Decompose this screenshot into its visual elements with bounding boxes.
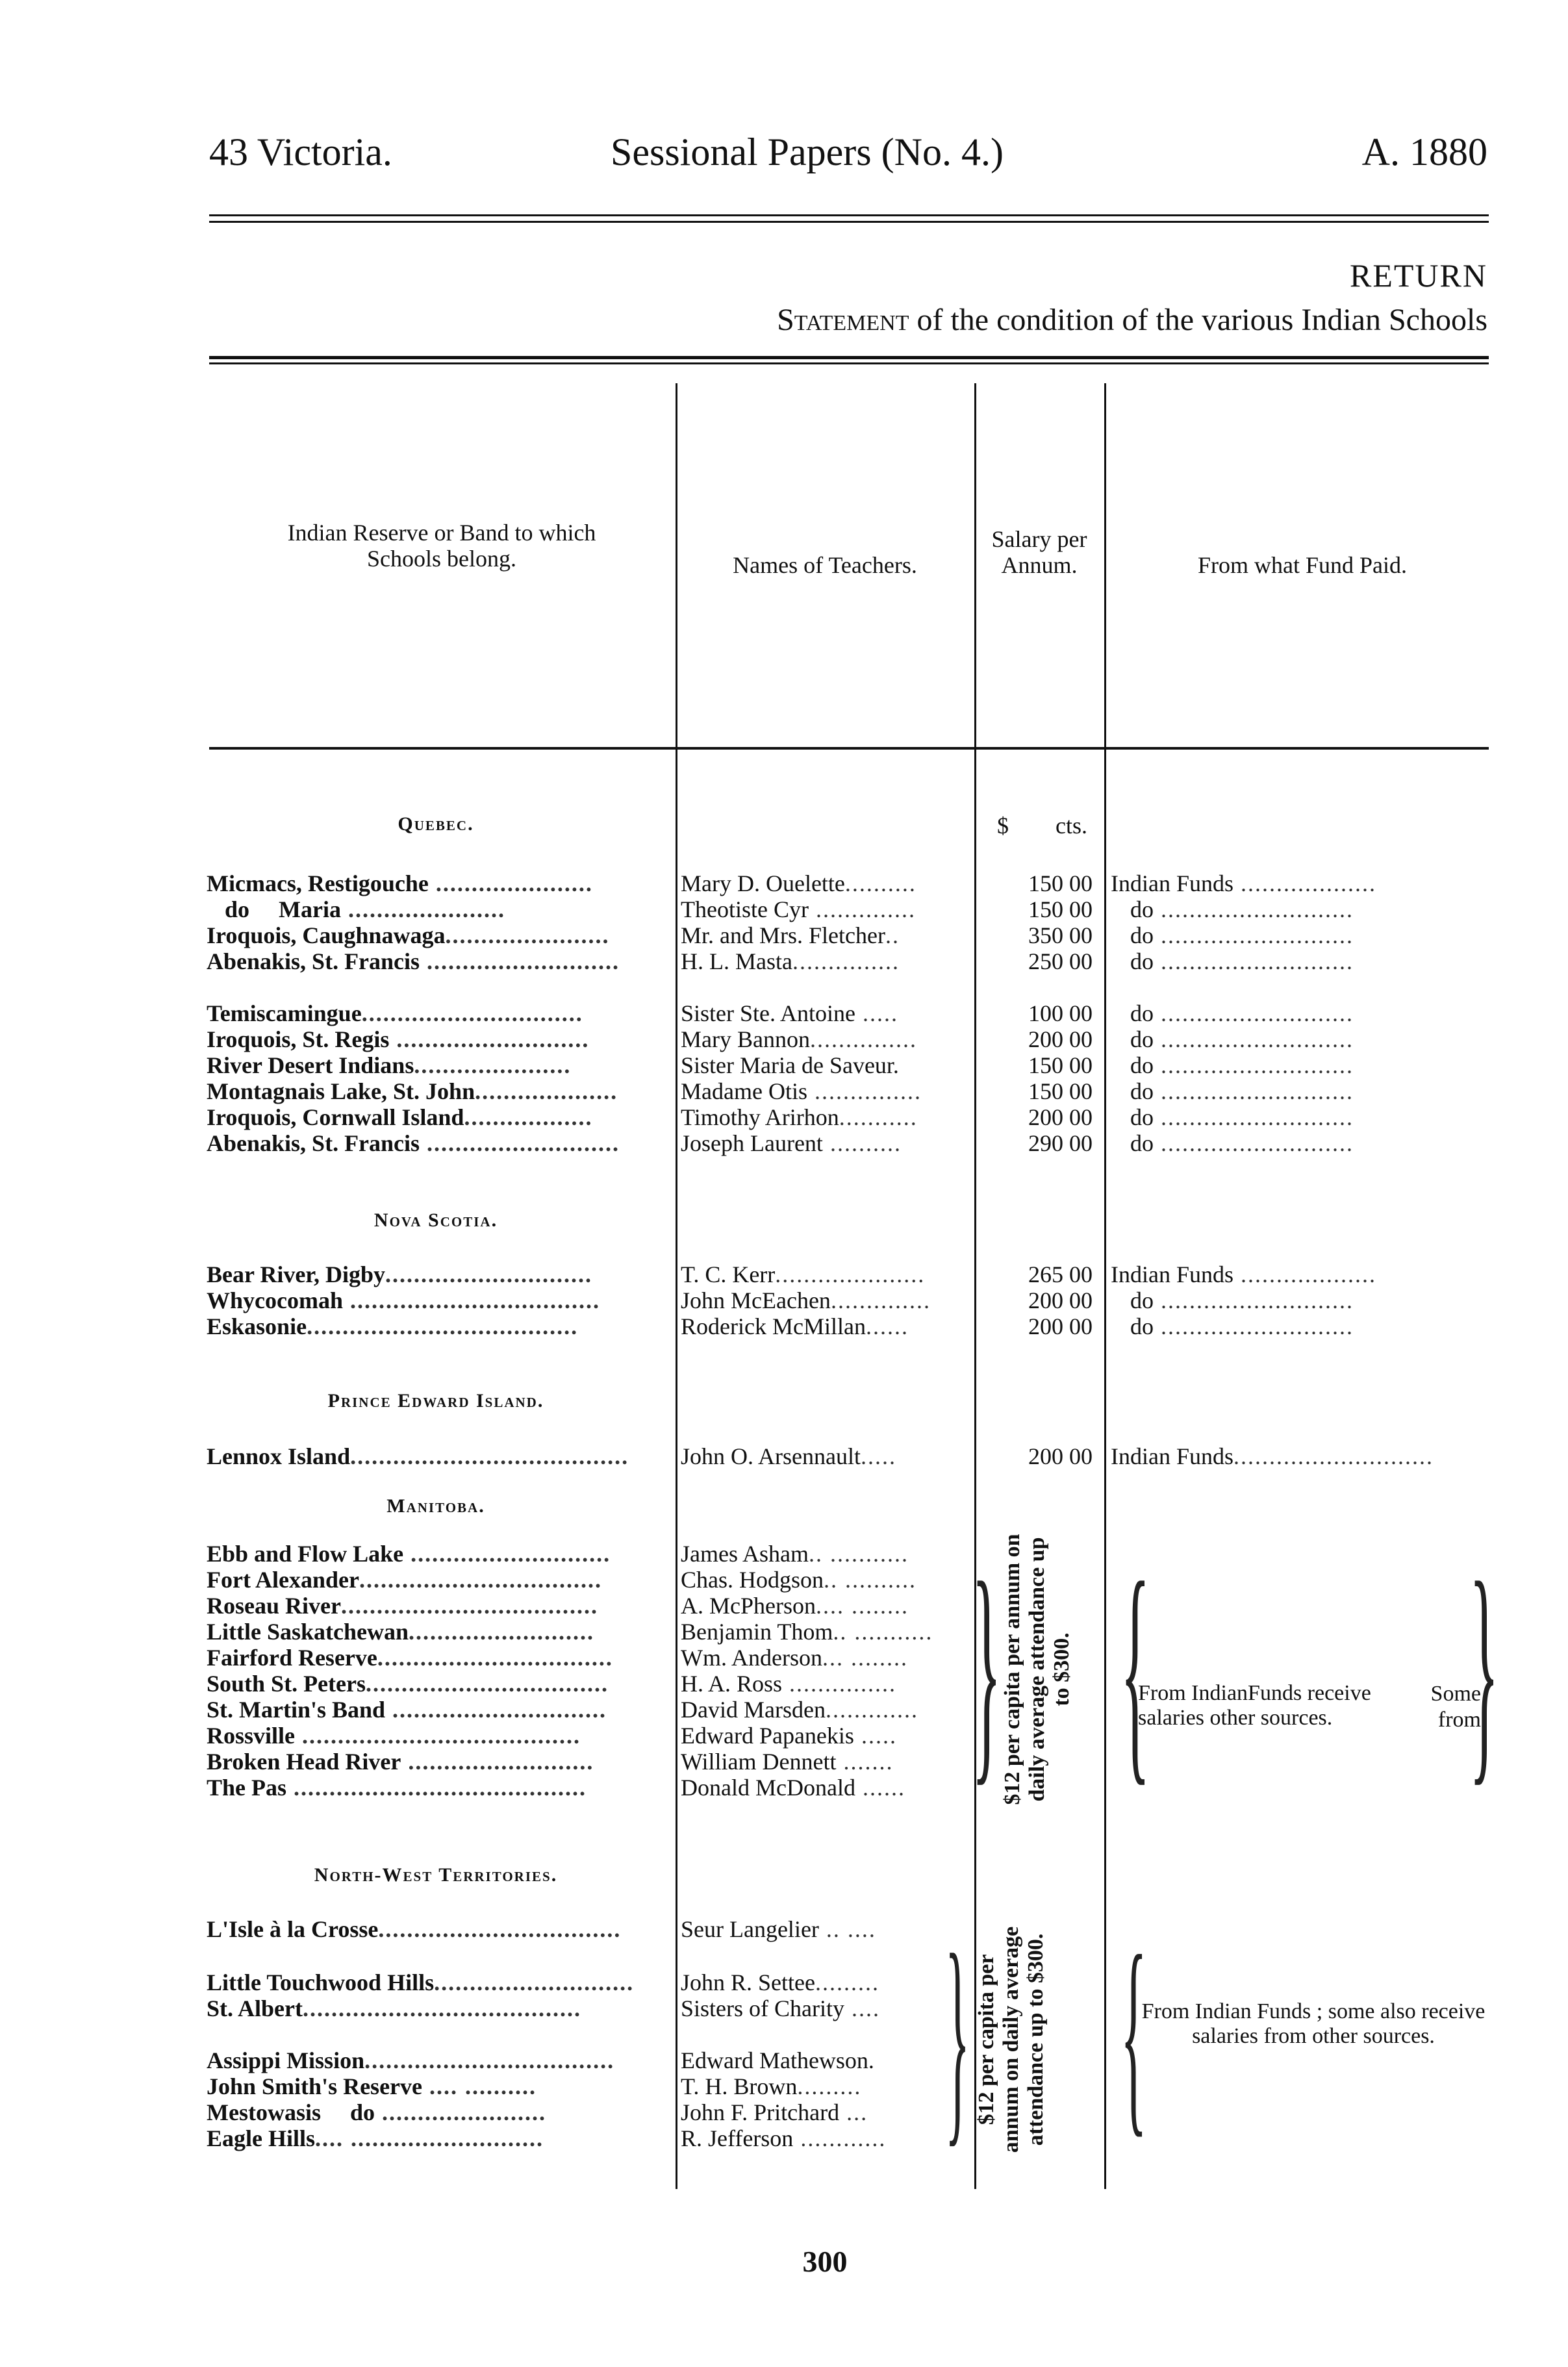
table-row [0, 1593, 1568, 1619]
salary-value: 100 00 [1028, 1000, 1093, 1026]
salary-value: 200 00 [1028, 1104, 1093, 1130]
band-name: Roseau River.................................... [207, 1593, 598, 1619]
band-name: Eskasonie...................................... [207, 1313, 579, 1339]
teacher-name: Madame Otis ............... [681, 1078, 922, 1104]
table-row [0, 2099, 1568, 2125]
band-name: Iroquois, St. Regis ........................... [207, 1026, 590, 1052]
teacher-name: Roderick McMillan...... [681, 1313, 909, 1339]
teacher-name: Timothy Arirhon........... [681, 1104, 918, 1130]
band-name: Mestowasis do ....................... [207, 2099, 546, 2125]
teacher-name: John F. Pritchard ... [681, 2099, 868, 2125]
fund-source: do ........................... [1130, 1313, 1354, 1339]
return-title: RETURN [1350, 257, 1487, 294]
table-row [0, 1287, 1568, 1313]
teacher-name: Wm. Anderson... ........ [681, 1645, 908, 1671]
column-header-teachers: Names of Teachers. [733, 552, 917, 578]
salary-value: 265 00 [1028, 1261, 1093, 1287]
table-row [0, 1749, 1568, 1775]
teacher-name: John O. Arsennault..... [681, 1443, 896, 1469]
salary-value: 200 00 [1028, 1026, 1093, 1052]
band-name: Micmacs, Restigouche ...................... [207, 870, 593, 896]
table-row [0, 1130, 1568, 1156]
salary-value: 150 00 [1028, 896, 1093, 922]
table-row [0, 1104, 1568, 1130]
teacher-name: Benjamin Thom.. ........... [681, 1619, 933, 1645]
salary-value: 200 00 [1028, 1287, 1093, 1313]
table-row [0, 1261, 1568, 1287]
table-row [0, 1645, 1568, 1671]
fund-source: do ........................... [1130, 1000, 1354, 1026]
teacher-name: Mary Bannon............... [681, 1026, 917, 1052]
statement-title [777, 302, 1487, 338]
teacher-name: H. L. Masta............... [681, 948, 900, 974]
teacher-name: Mary D. Ouelette.......... [681, 870, 917, 896]
teacher-name: T. C. Kerr..................... [681, 1261, 926, 1287]
teacher-name: Edward Papanekis ..... [681, 1723, 897, 1749]
band-name: Broken Head River .......................... [207, 1749, 594, 1775]
statement-rest: of the condition of the various Indian Schools [909, 303, 1487, 337]
teacher-name: Edward Mathewson. [681, 2047, 874, 2073]
manitoba-teacher-brace: } [972, 1532, 1002, 1806]
nwt-salary-note: $12 per capita per annum on daily average attendance up to $300. [974, 1926, 1048, 2153]
teacher-name: John R. Settee......... [681, 1969, 879, 1995]
manitoba-fund-note-left: From IndianFunds receive salaries other sources. [1138, 1681, 1371, 1730]
column-header-salary: Salary per Annum. [991, 526, 1087, 578]
teacher-name: Donald McDonald ...... [681, 1775, 905, 1801]
band-name: Fort Alexander.................................. [207, 1567, 602, 1593]
header-left: 43 Victoria. [209, 131, 392, 173]
table-row [0, 1026, 1568, 1052]
teacher-name: Sisters of Charity .... [681, 1995, 880, 2021]
fund-source: do ........................... [1130, 1130, 1354, 1156]
table-row [0, 1541, 1568, 1567]
salary-value: 150 00 [1028, 1078, 1093, 1104]
band-name: St. Albert....................................... [207, 1995, 581, 2021]
nwt-fund-note: From Indian Funds ; some also receive salaries from other sources. [1141, 1999, 1486, 2048]
band-name: do Maria ...................... [225, 896, 505, 922]
band-name: Fairford Reserve................................. [207, 1645, 613, 1671]
band-name: Assippi Mission................................... [207, 2047, 615, 2073]
teacher-name: Chas. Hodgson.. .......... [681, 1567, 917, 1593]
column-header-rule [209, 747, 1489, 750]
fund-source: do ........................... [1130, 1026, 1354, 1052]
section-heading-nova-scotia: Nova Scotia. [373, 1209, 498, 1231]
nwt-teacher-brace: } [945, 1906, 970, 2166]
band-name: Lennox Island....................................... [207, 1443, 629, 1469]
header-rule-top [209, 214, 1489, 216]
fund-source: do ........................... [1130, 1078, 1354, 1104]
title-rule-top [209, 356, 1489, 359]
currency-cents: cts. [1056, 813, 1087, 839]
band-name: The Pas ......................................... [207, 1775, 587, 1801]
band-name: St. Martin's Band .............................. [207, 1697, 607, 1723]
teacher-name: John McEachen.............. [681, 1287, 931, 1313]
manitoba-fund-brace-right: } [1469, 1532, 1499, 1806]
table-row [0, 1619, 1568, 1645]
table-row [0, 2073, 1568, 2099]
band-name: Rossville ....................................... [207, 1723, 581, 1749]
salary-value: 200 00 [1028, 1313, 1093, 1339]
teacher-name: Joseph Laurent .......... [681, 1130, 902, 1156]
band-name: River Desert Indians...................... [207, 1052, 572, 1078]
teacher-name: R. Jefferson ............ [681, 2125, 887, 2151]
table-row [0, 2125, 1568, 2151]
manitoba-fund-brace-left: { [1120, 1532, 1150, 1806]
fund-source: do ........................... [1130, 922, 1354, 948]
fund-source: Indian Funds............................ [1111, 1443, 1434, 1469]
salary-value: 150 00 [1028, 1052, 1093, 1078]
teacher-name: T. H. Brown......... [681, 2073, 862, 2099]
manitoba-fund-note-right: Some from [1430, 1682, 1481, 1732]
table-row [0, 1916, 1568, 1942]
table-row [0, 948, 1568, 974]
teacher-name: Sister Ste. Antoine ..... [681, 1000, 898, 1026]
fund-source: do ........................... [1130, 1104, 1354, 1130]
table-row [0, 922, 1568, 948]
teacher-name: James Asham.. ........... [681, 1541, 909, 1567]
salary-value: 250 00 [1028, 948, 1093, 974]
teacher-name: Mr. and Mrs. Fletcher.. [681, 922, 900, 948]
nwt-fund-brace: { [1120, 1910, 1147, 2155]
band-name: Iroquois, Cornwall Island.................. [207, 1104, 593, 1130]
table-row [0, 1000, 1568, 1026]
table-row [0, 1052, 1568, 1078]
teacher-name: Sister Maria de Saveur. [681, 1052, 899, 1078]
fund-source: do ........................... [1130, 948, 1354, 974]
section-heading-quebec: Quebec. [398, 813, 474, 835]
teacher-name: A. McPherson.... ........ [681, 1593, 909, 1619]
teacher-name: William Dennett ....... [681, 1749, 894, 1775]
statement-lead: Statement [777, 303, 909, 337]
salary-value: 200 00 [1028, 1443, 1093, 1469]
band-name: Abenakis, St. Francis ........................... [207, 948, 620, 974]
salary-value: 290 00 [1028, 1130, 1093, 1156]
header-rule-bottom [209, 221, 1489, 223]
band-name: Eagle Hills.... ........................... [207, 2125, 544, 2151]
column-header-band: Indian Reserve or Band to which Schools belong. [287, 520, 596, 572]
band-name: Whycocomah ................................... [207, 1287, 600, 1313]
band-name: Ebb and Flow Lake ............................ [207, 1541, 611, 1567]
table-row [0, 1969, 1568, 1995]
page-number: 300 [802, 2245, 848, 2278]
band-name: Abenakis, St. Francis ........................... [207, 1130, 620, 1156]
table-row [0, 1443, 1568, 1469]
band-name: Little Saskatchewan.......................... [207, 1619, 595, 1645]
title-rule-bottom [209, 362, 1489, 364]
fund-source: do ........................... [1130, 1287, 1354, 1313]
band-name: South St. Peters.................................. [207, 1671, 609, 1697]
salary-value: 350 00 [1028, 922, 1093, 948]
column-header-fund: From what Fund Paid. [1197, 552, 1407, 578]
table-row [0, 1078, 1568, 1104]
table-row [0, 2047, 1568, 2073]
teacher-name: Seur Langelier .. .... [681, 1916, 876, 1942]
fund-source: do ........................... [1130, 896, 1354, 922]
currency-dollar: $ [997, 813, 1009, 839]
table-row [0, 896, 1568, 922]
section-heading-pei: Prince Edward Island. [327, 1390, 544, 1411]
table-row [0, 870, 1568, 896]
table-row [0, 1775, 1568, 1801]
band-name: Bear River, Digby............................. [207, 1261, 592, 1287]
header-right: A. 1880 [1361, 131, 1487, 173]
band-name: Temiscamingue............................... [207, 1000, 583, 1026]
fund-source: Indian Funds ................... [1111, 870, 1376, 896]
fund-source: do ........................... [1130, 1052, 1354, 1078]
section-heading-nwt: North-West Territories. [314, 1864, 558, 1886]
band-name: Iroquois, Caughnawaga....................... [207, 922, 610, 948]
teacher-name: Theotiste Cyr .............. [681, 896, 916, 922]
section-heading-manitoba: Manitoba. [386, 1495, 485, 1517]
band-name: John Smith's Reserve .... .......... [207, 2073, 537, 2099]
table-row [0, 1567, 1568, 1593]
manitoba-salary-note: $12 per capita per annum on daily average attendance up to $300. [1000, 1534, 1074, 1805]
band-name: L'Isle à la Crosse.................................. [207, 1916, 622, 1942]
table-row [0, 1313, 1568, 1339]
band-name: Montagnais Lake, St. John.................... [207, 1078, 618, 1104]
salary-value: 150 00 [1028, 870, 1093, 896]
header-center: Sessional Papers (No. 4.) [611, 131, 1004, 173]
teacher-name: David Marsden............. [681, 1697, 918, 1723]
band-name: Little Touchwood Hills............................ [207, 1969, 635, 1995]
teacher-name: H. A. Ross ............... [681, 1671, 897, 1697]
fund-source: Indian Funds ................... [1111, 1261, 1376, 1287]
